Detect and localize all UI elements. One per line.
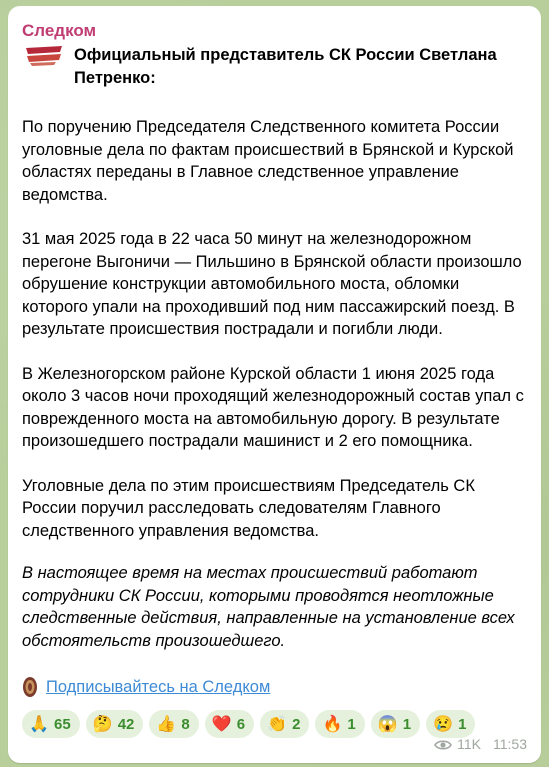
paragraph-2: 31 мая 2025 года в 22 часа 50 минут на железнодорожном перегоне Выгоничи — Пильшино в Брянской области произошло обрушение конструкции автомобильного моста, обломки которого упали на проходивший под ним пассажирский поезд. В результате происшествия пострадали и погибли люди. — [22, 230, 522, 338]
thumbs-up-emoji-icon: 👍 — [156, 716, 177, 733]
reaction-clap[interactable] — [260, 710, 309, 738]
reaction-heart[interactable] — [205, 710, 254, 738]
sender-name[interactable]: Следком — [22, 21, 97, 40]
reaction-count: 1 — [458, 715, 467, 733]
reaction-count: 65 — [54, 715, 71, 733]
clap-emoji-icon: 👏 — [267, 716, 288, 733]
subscribe-row — [22, 676, 527, 698]
reaction-count: 1 — [402, 715, 412, 733]
fire-emoji-icon: 🔥 — [322, 716, 343, 733]
reaction-count: 8 — [181, 715, 190, 733]
reaction-fire[interactable] — [315, 710, 364, 738]
message-headline — [22, 44, 527, 90]
message-meta — [434, 736, 527, 752]
reaction-cry[interactable] — [426, 710, 475, 738]
message-body — [22, 116, 527, 652]
reaction-thinking[interactable] — [86, 710, 144, 738]
paragraph-1: По поручению Председателя Следственного комитета России уголовные дела по фактам происшествий в Брянской и Курской областях переданы в Главное следственное управление ведомства. — [22, 118, 514, 204]
reaction-count: 2 — [292, 715, 301, 733]
cry-emoji-icon: 😢 — [433, 716, 454, 733]
italic-paragraph: В настоящее время на местах происшествий работают сотрудники СК России, которыми проводятся неотложные следственные действия, направленные на установление всех обстоятельств произошедшего. — [22, 564, 515, 650]
reaction-count: 1 — [347, 715, 356, 733]
reaction-scream[interactable] — [371, 710, 420, 738]
sk-seal-icon — [22, 676, 38, 698]
pray-emoji-icon: 🙏 — [29, 716, 49, 733]
reaction-count: 42 — [117, 715, 135, 733]
eye-icon — [434, 738, 452, 750]
message-time: 11:53 — [493, 736, 527, 752]
thinking-emoji-icon: 🤔 — [92, 716, 113, 733]
reaction-count: 6 — [236, 715, 246, 733]
headline-text: Официальный представитель СК России Светлана Петренко: — [74, 46, 497, 87]
subscribe-link[interactable]: Подписывайтесь на Следком — [46, 677, 271, 696]
message-bubble[interactable] — [8, 6, 541, 763]
sk-emblem-icon — [22, 43, 66, 67]
reaction-thumbs-up[interactable] — [149, 710, 198, 738]
scream-emoji-icon: 😱 — [377, 716, 398, 733]
heart-emoji-icon: ❤️ — [211, 716, 232, 733]
paragraph-4: Уголовные дела по этим происшествиям Председатель СК России поручил расследовать следователям Главного следственного управления ведомства. — [22, 476, 475, 540]
reactions-bar — [22, 710, 527, 738]
paragraph-3: В Железногорском районе Курской области 1 июня 2025 года около 3 часов ночи проходящий железнодорожный состав упал с поврежденного моста на автомобильную дорогу. В результате произошедшего пострадали машинист и 2 его помощника. — [22, 364, 524, 450]
view-count: 11K — [457, 736, 481, 752]
reaction-pray[interactable] — [22, 710, 80, 738]
